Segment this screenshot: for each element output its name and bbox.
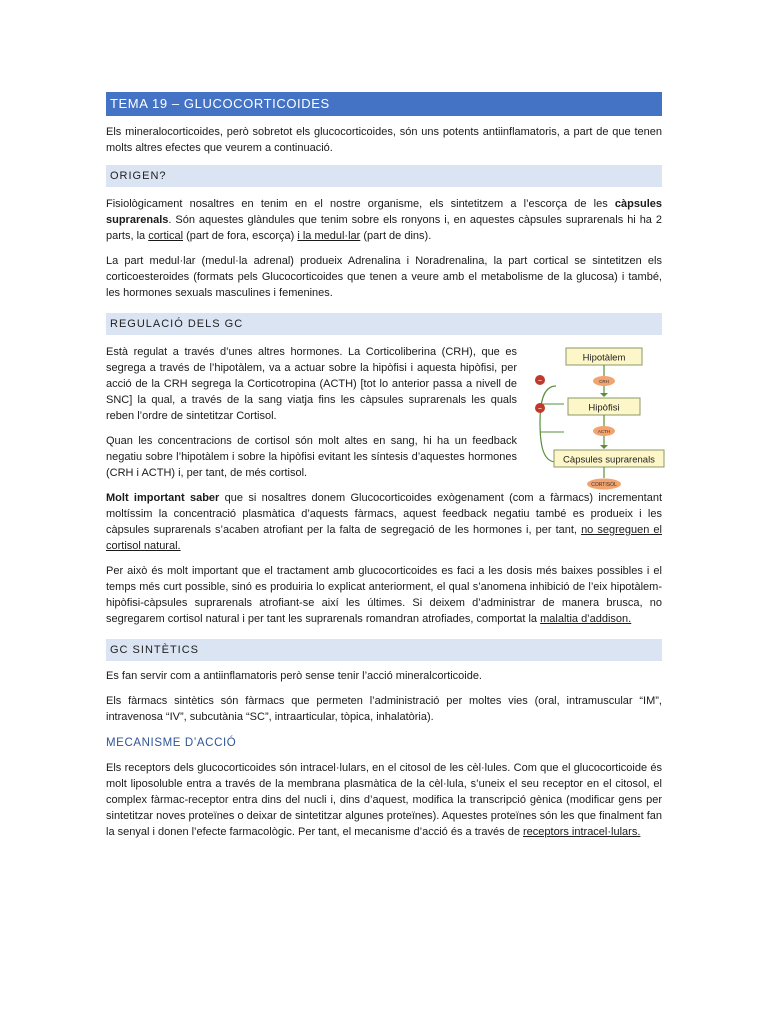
regulacio-paragraph-3 [106, 490, 662, 554]
origen-text: (part de dins). [360, 230, 432, 242]
regulacio-paragraph-2: Quan les concentracions de cortisol són molt altes en sang, hi ha un feedback negatiu sobre l’hipotàlem i sobre la hipòfisi evitant les síntesis d’aquestes hormones (CRH i ACTH) i, per tant, de més cortisol. [106, 435, 517, 479]
regulacio-block [106, 344, 662, 488]
intro-paragraph: Els mineralocorticoides, però sobretot els glucocorticoides, són uns potents antiinflamatoris, a part de que tenen molts altres efectes que veurem a continuació. [106, 126, 662, 154]
underlined-addison: malaltia d’addison. [540, 613, 632, 625]
bold-important-note: Molt important saber [106, 492, 220, 504]
gc-sintetics-paragraph-2: Els fàrmacs sintètics són fàrmacs que permeten l’administració per moltes vies (oral, intramuscular “IM”, intravenosa “IV”, subcutània “SC”, intraarticular, tòpica, inhalatòria). [106, 695, 662, 723]
hpa-axis-diagram [530, 346, 666, 494]
gc-sintetics-paragraph-1: Es fan servir com a antiinflamatoris però sense tenir l’acció mineralcorticoide. [106, 670, 482, 682]
minus-sign: – [538, 403, 542, 413]
origen-text: Fisiològicament nosaltres en tenim en el nostre organisme, els sintetitzem a l’escorça de les [106, 198, 615, 210]
origen-paragraph-1 [106, 196, 662, 244]
mecanisme-text: Els receptors dels glucocorticoides són intracel·lulars, en el citosol de les cèl·lules. Com que el glucocorticoide és molt liposoluble entra a través de la membrana plasmàtica de la cèl·lula, s’uneix el seu receptor en el citosol, el complex fàrmac-receptor entra dins del nucli i, dins d’aquest, modifica la transcripció gènica (modificar gens per sintetitzar noves proteïnes o deixar de sintetitzar algunes proteïnes). Aquestes proteïnes són les que finalment fan la senyal i donen l’efecte farmacològic. Per tant, el mecanisme d’acció és a través de [106, 762, 662, 838]
regulacio-paragraph-4 [106, 563, 662, 627]
underlined-receptors: receptors intracel·lulars. [523, 826, 641, 838]
regulacio-paragraph-1: Està regulat a través d’unes altres hormones. La Corticoliberina (CRH), que es segrega a través de l’hipotàlem, va a actuar sobre la hipòfisi i aquesta hipòfisi, per acció de la CRH segrega la Corticotropina (ACTH) [tot lo anterior passa a nivell de SNC] la qual, a través de la sang viatja fins les càpsules suprarenals les quals reben l’ordre de sintetitzar Cortisol. [106, 346, 517, 422]
section-heading-gc-sintetics: GC SINTÈTICS [106, 639, 662, 661]
mecanisme-paragraph [106, 760, 662, 840]
origen-paragraph-2: La part medul·lar (medul·la adrenal) produeix Adrenalina i Noradrenalina, la part cortical se sintetitzen els corticoesteroides (formats pels Glucocorticoides que tenen a veure amb el metabolisme de la glucosa) i també, les hormones sexuals masculines i femenines. [106, 255, 662, 299]
arrow-head-icon [600, 393, 608, 397]
regulacio-text: que si nosaltres donem Glucocorticoides exògenament (com a fàrmacs) incrementant moltíssim la concentració plasmàtica d’aquests fàrmacs, aquest feedback negatiu també es produeix i les càpsules suprarenals s’acaben atrofiant per la falta de segregació de les hormones i, per tant, [106, 492, 663, 536]
page-title: TEMA 19 – GLUCOCORTICOIDES [106, 92, 662, 116]
origen-text: . Són aquestes glàndules que tenim sobre els ronyons i, en aquestes càpsules suprarenals hi ha 2 parts, la [106, 214, 662, 242]
underlined-term-medullar: i la medul·lar [297, 230, 361, 242]
origen-text: (part de fora, escorça) [183, 230, 298, 242]
section-heading-regulacio: REGULACIÓ DELS GC [106, 313, 662, 335]
crh-label: CRH [599, 379, 609, 384]
underlined-conclusion: no segreguen el cortisol natural. [106, 524, 662, 552]
minus-sign: – [538, 375, 542, 385]
section-heading-origen: ORIGEN? [106, 165, 662, 187]
sub-heading-mecanisme: MECANISME D’ACCIÓ [106, 737, 237, 749]
acth-label: ACTH [597, 429, 611, 434]
hipofisi-label: Hipòfisi [588, 402, 620, 414]
cortisol-label: CORTISOL [591, 482, 617, 488]
underlined-term-cortical: cortical [148, 230, 184, 242]
capsules-label: Càpsules suprarenals [563, 454, 655, 466]
regulacio-text: Per això és molt important que el tractament amb glucocorticoides es faci a les dosis més baixes possibles i el temps més curt possible, sinó es produiria lo explicat anteriorment, el qual s’anomena inhibició de l’eix hipotàlem-hipòfisi-càpsules suprarenals atrofiant-se així les últimes. Si deixem d’administrar de manera brusca, no segregarem cortisol natural i per tant les suprarenals romandran atrofiades, comportat la [106, 565, 662, 625]
bold-term-capsules: càpsules suprarenals [106, 198, 662, 226]
hipotalem-label: Hipotàlem [582, 352, 626, 364]
arrow-head-icon [600, 445, 608, 449]
document-page [106, 92, 662, 840]
